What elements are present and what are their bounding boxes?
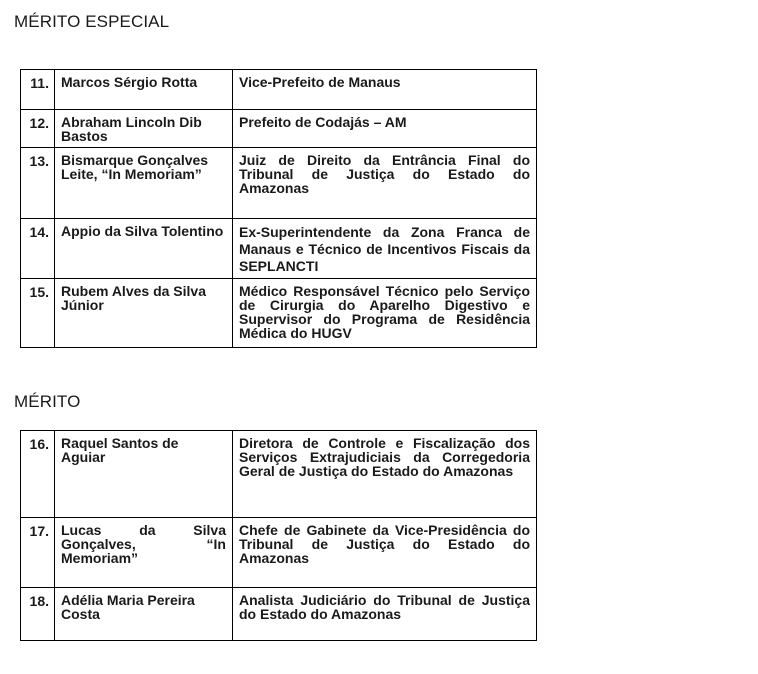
row-number: 11. bbox=[21, 70, 55, 110]
row-number: 17. bbox=[21, 518, 55, 588]
row-number: 18. bbox=[21, 588, 55, 641]
honoree-name: Lucas da Silva Gonçalves, “In Memoriam” bbox=[55, 518, 233, 588]
honoree-description: Vice-Prefeito de Manaus bbox=[233, 70, 537, 110]
honoree-description: Diretora de Controle e Fiscalização dos Serviços Extrajudiciais da Corregedoria Geral de Justiça do Estado do Amazonas bbox=[233, 431, 537, 518]
honoree-description: Chefe de Gabinete da Vice-Presidência do Tribunal de Justiça do Estado do Amazonas bbox=[233, 518, 537, 588]
honoree-description: Médico Responsável Técnico pelo Serviço de Cirurgia do Aparelho Digestivo e Supervisor do Programa de Residência Médica do HUGV bbox=[233, 279, 537, 348]
row-number: 12. bbox=[21, 110, 55, 148]
honoree-description: Analista Judiciário do Tribunal de Justiça do Estado do Amazonas bbox=[233, 588, 537, 641]
row-number: 16. bbox=[21, 431, 55, 518]
honoree-name: Abraham Lincoln Dib Bastos bbox=[55, 110, 233, 148]
table-row bbox=[21, 219, 537, 279]
table-row bbox=[21, 148, 537, 219]
section-title-merito: MÉRITO bbox=[14, 392, 81, 411]
table-row bbox=[21, 588, 537, 641]
row-number: 14. bbox=[21, 219, 55, 279]
honoree-name: Adélia Maria Pereira Costa bbox=[55, 588, 233, 641]
honoree-name: Marcos Sérgio Rotta bbox=[55, 70, 233, 110]
merito-especial-table bbox=[20, 69, 537, 348]
honoree-name: Raquel Santos de Aguiar bbox=[55, 431, 233, 518]
table-row bbox=[21, 518, 537, 588]
honoree-name: Rubem Alves da Silva Júnior bbox=[55, 279, 233, 348]
table-row bbox=[21, 70, 537, 110]
table-row bbox=[21, 279, 537, 348]
table-row bbox=[21, 431, 537, 518]
honoree-description: Prefeito de Codajás – AM bbox=[233, 110, 537, 148]
row-number: 13. bbox=[21, 148, 55, 219]
honoree-description: Ex-Superintendente da Zona Franca de Manaus e Técnico de Incentivos Fiscais da SEPLANCTI bbox=[233, 219, 537, 279]
honoree-description: Juiz de Direito da Entrância Final do Tribunal de Justiça do Estado do Amazonas bbox=[233, 148, 537, 219]
honoree-name: Appio da Silva Tolentino bbox=[55, 219, 233, 279]
honoree-name: Bismarque Gonçalves Leite, “In Memoriam” bbox=[55, 148, 233, 219]
row-number: 15. bbox=[21, 279, 55, 348]
section-title-merito-especial: MÉRITO ESPECIAL bbox=[14, 12, 170, 31]
merito-table bbox=[20, 430, 537, 641]
table-row bbox=[21, 110, 537, 148]
